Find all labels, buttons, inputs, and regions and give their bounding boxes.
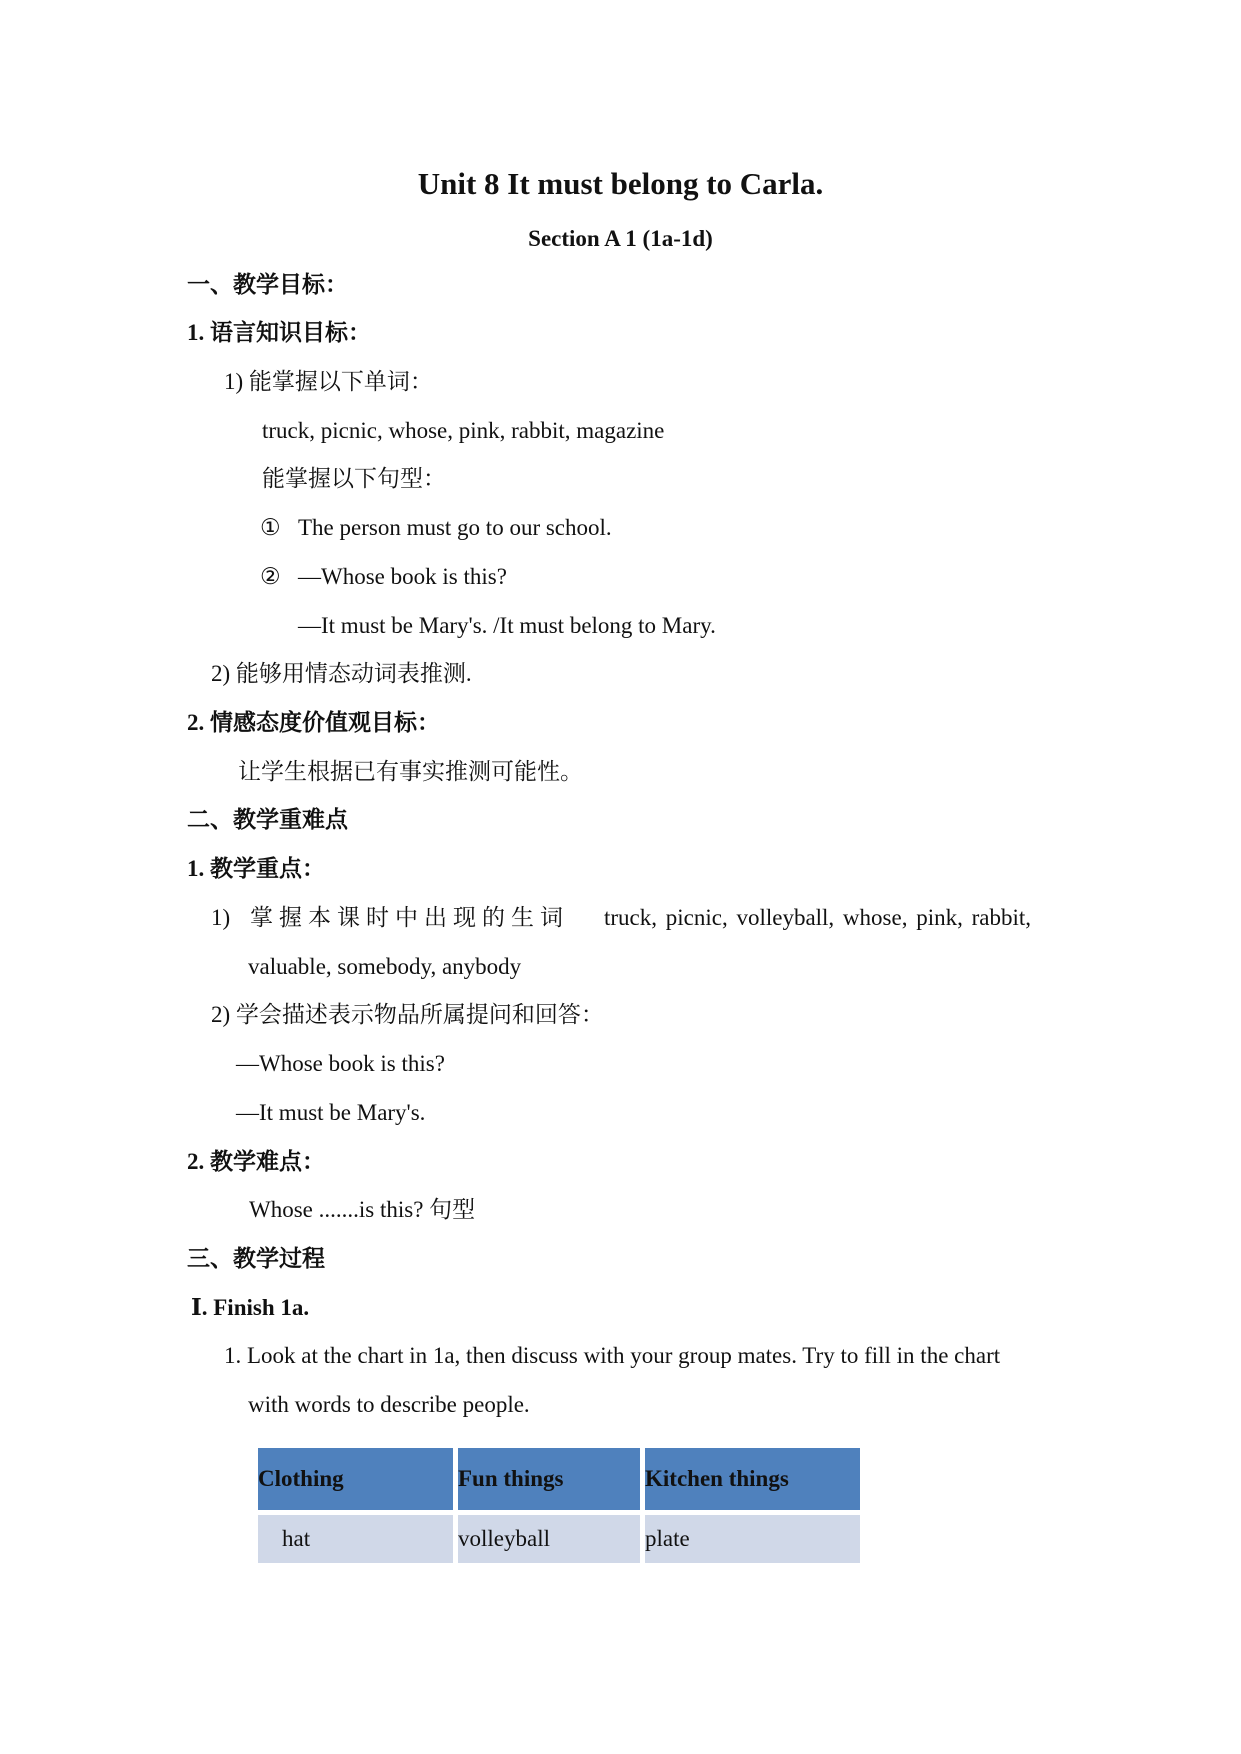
key-point-1-chinese: 掌握本课时中出现的生词 (250, 905, 569, 930)
document-subtitle: Section A 1 (1a-1d) (528, 226, 713, 251)
sentence-patterns-label: 能掌握以下句型： (262, 466, 446, 491)
cell-fun-things: volleyball (458, 1515, 640, 1563)
header-fun-things: Fun things (458, 1448, 640, 1510)
step-1-heading: Ⅰ. Finish 1a. (191, 1295, 310, 1320)
key-point-1-number: 1) (211, 905, 231, 930)
cell-kitchen-things: plate (645, 1515, 860, 1563)
section-1-1-item-2: 2) 能够用情态动词表推测. (211, 661, 472, 686)
cell-clothing: hat (258, 1515, 453, 1563)
key-point-1-words: truck, picnic, volleyball, whose, pink, rabbit, (604, 905, 1031, 930)
difficult-point-text: Whose .......is this? 句型 (249, 1197, 476, 1222)
sentence-2-question: —Whose book is this? (298, 564, 507, 589)
sentence-2-number: ② (260, 564, 281, 589)
document-title: Unit 8 It must belong to Carla. (417, 166, 824, 201)
step-1-instruction: 1. Look at the chart in 1a, then discuss with your group mates. Try to fill in the chart (224, 1343, 1001, 1368)
section-2-heading: 二、教学重难点 (187, 807, 348, 832)
header-kitchen-things: Kitchen things (645, 1448, 860, 1510)
header-clothing: Clothing (258, 1448, 453, 1510)
step-1-instruction-continued: with words to describe people. (248, 1392, 530, 1417)
section-1-1-heading: 1. 语言知识目标： (187, 320, 371, 345)
vocabulary-table (253, 1443, 865, 1568)
table-header-row (258, 1448, 860, 1510)
sentence-2-answer: —It must be Mary's. /It must belong to Mary. (298, 613, 716, 638)
section-1-2-text: 让学生根据已有事实推测可能性。 (238, 759, 583, 784)
section-2-2-heading: 2. 教学难点： (187, 1149, 325, 1174)
section-1-1-item-1-label: 1) 能掌握以下单词： (224, 369, 433, 394)
key-point-2: 2) 学会描述表示物品所属提问和回答： (211, 1002, 604, 1027)
key-point-1-words-continued: valuable, somebody, anybody (248, 954, 522, 979)
key-point-2-question: —Whose book is this? (236, 1051, 445, 1076)
key-point-2-answer: —It must be Mary's. (236, 1100, 426, 1125)
section-1-heading: 一、教学目标： (187, 272, 348, 297)
section-3-heading: 三、教学过程 (187, 1246, 325, 1271)
vocabulary-words: truck, picnic, whose, pink, rabbit, magazine (262, 418, 665, 443)
table-row (258, 1515, 860, 1563)
sentence-1-number: ① (260, 515, 281, 540)
section-2-1-heading: 1. 教学重点： (187, 856, 325, 881)
sentence-1: The person must go to our school. (298, 515, 612, 540)
section-1-2-heading: 2. 情感态度价值观目标： (187, 710, 440, 735)
